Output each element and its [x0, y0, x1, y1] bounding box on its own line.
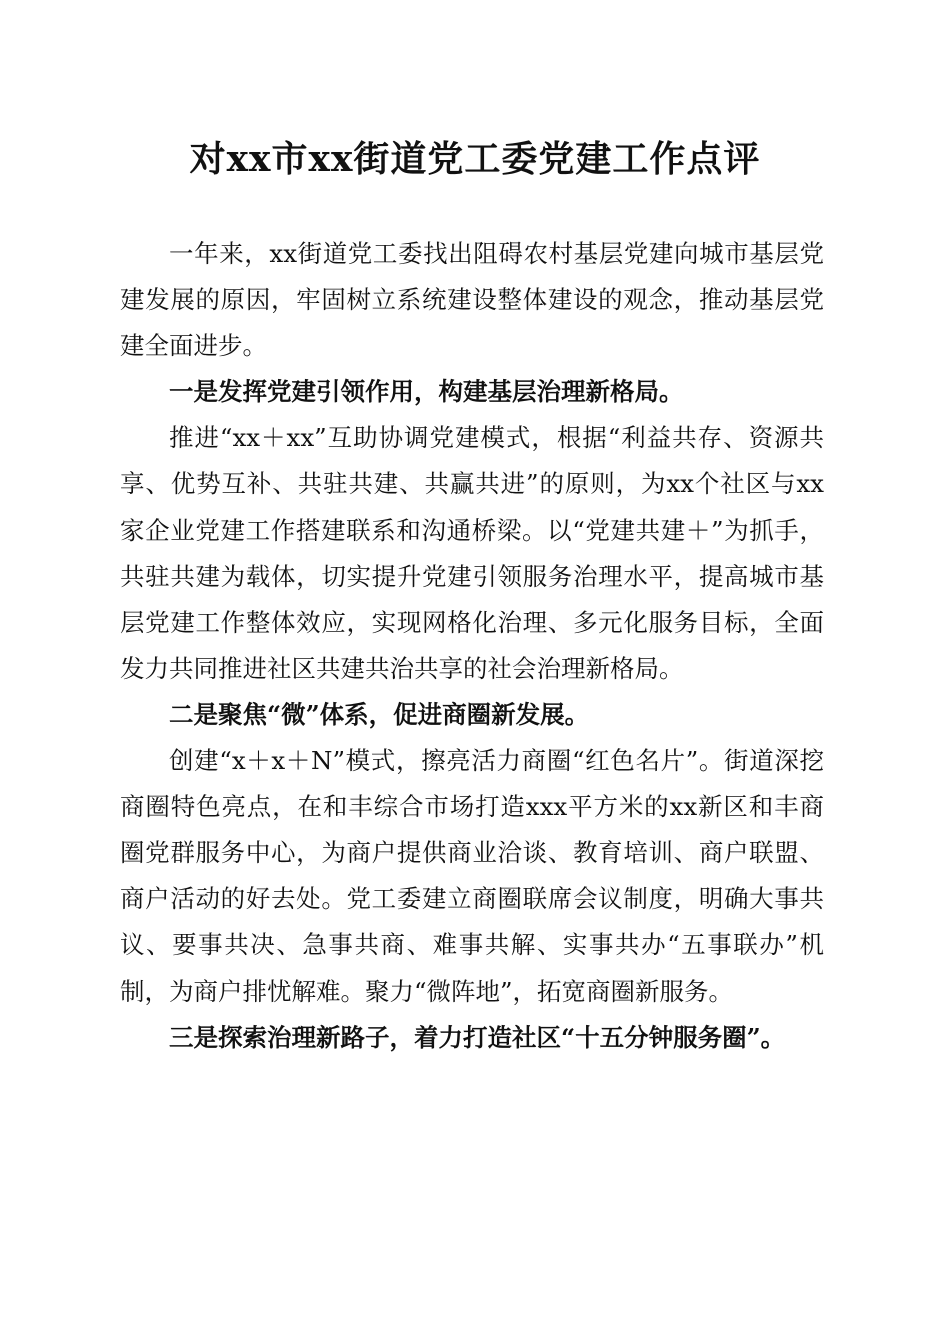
document-body	[120, 231, 824, 1061]
paragraph-section-2: 创建“x＋x＋N”模式，擦亮活力商圈“红色名片”。街道深挖商圈特色亮点，在和丰综合市场打造xxx平方米的xx新区和丰商圈党群服务中心，为商户提供商业洽谈、教育培训、商户联盟、商户活动的好去处。党工委建立商圈联席会议制度，明确大事共议、要事共决、急事共商、难事共解、实事共办“五事联办”机制，为商户排忧解难。聚力“微阵地”，拓宽商圈新服务。	[120, 746, 824, 1006]
paragraph-section-1: 推进“xx＋xx”互助协调党建模式，根据“利益共存、资源共享、优势互补、共驻共建、共赢共进”的原则，为xx个社区与xx家企业党建工作搭建联系和沟通桥梁。以“党建共建＋”为抓手，共驻共建为载体，切实提升党建引领服务治理水平，提高城市基层党建工作整体效应，实现网格化治理、多元化服务目标，全面发力共同推进社区共建共治共享的社会治理新格局。	[120, 423, 824, 683]
section-heading-2: 二是聚焦“微”体系，促进商圈新发展。	[169, 699, 590, 729]
section-heading-1: 一是发挥党建引领作用，构建基层治理新格局。	[169, 377, 684, 407]
paragraph-intro: 一年来，xx街道党工委找出阻碍农村基层党建向城市基层党建发展的原因，牢固树立系统建设整体建设的观念，推动基层党建全面进步。	[120, 239, 824, 361]
document-title: 对xx市xx街道党工委党建工作点评	[189, 138, 761, 180]
section-heading-3: 三是探索治理新路子，着力打造社区“十五分钟服务圈”。	[169, 1022, 786, 1052]
